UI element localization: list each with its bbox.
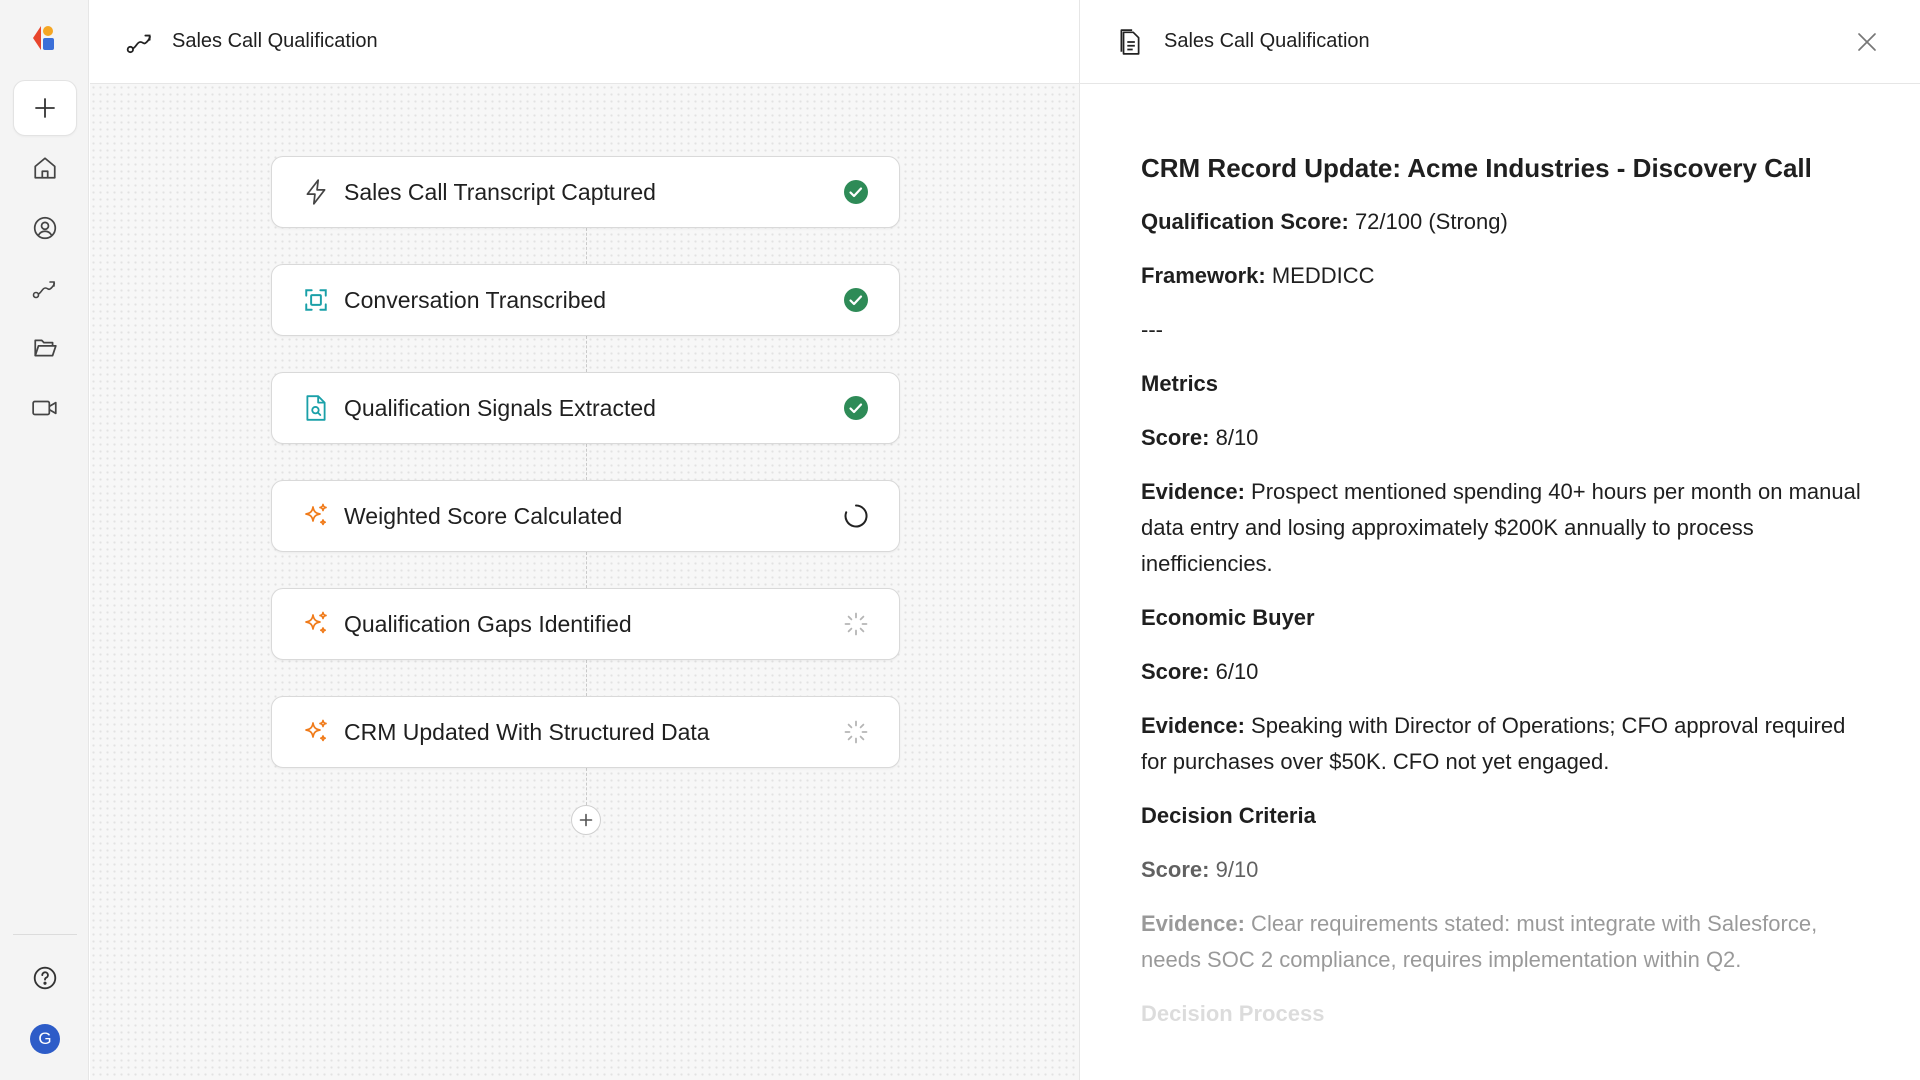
separator: --- [1141,317,1163,342]
sparkle-icon [302,502,330,530]
plus-icon [33,96,57,120]
document-icon [1116,28,1144,56]
step-label: Qualification Gaps Identified [344,610,632,637]
section-title-economic-buyer: Economic Buyer [1141,605,1315,630]
panel-header [1080,0,1920,84]
workflow-title: Sales Call Qualification [172,30,378,52]
workflow-step-3[interactable] [271,372,900,444]
step-connector [586,336,587,372]
home-icon [32,155,58,181]
nav-files[interactable] [13,320,77,376]
crm-record-content [1141,150,1871,1050]
section-title-metrics: Metrics [1141,371,1219,396]
record-heading: CRM Record Update: Acme Industries - Discovery Call [1141,153,1812,183]
section-title-decision-process: Decision Process [1141,1001,1325,1026]
workflow-step-1[interactable] [271,156,900,228]
section-title-decision-criteria: Decision Criteria [1141,803,1316,828]
section-evidence: Evidence: Speaking with Director of Operations; CFO approval required for purchases over $50K. CFO not yet engaged. [1141,713,1846,774]
document-search-icon [302,394,330,422]
nav-workflows[interactable] [13,260,77,316]
step-label: Conversation Transcribed [344,286,607,313]
step-label: Qualification Signals Extracted [344,394,656,421]
user-circle-icon [32,215,58,241]
add-step-button[interactable] [571,805,601,835]
workflow-step-5[interactable] [271,588,900,660]
nav-home[interactable] [13,140,77,196]
step-connector [586,552,587,588]
sparkle-icon [302,718,330,746]
section-score: Score: 8/10 [1141,425,1259,450]
left-sidebar [0,0,89,1080]
workflow-step-2[interactable] [271,264,900,336]
workflow-icon [31,274,59,302]
workflow-step-4[interactable] [271,480,900,552]
pending-spinner-icon [841,717,871,747]
scan-icon [302,286,330,314]
workflow-canvas [90,0,1079,1080]
help-circle-icon [32,965,58,991]
close-button[interactable] [1851,26,1883,58]
step-connector [586,444,587,480]
step-label: Sales Call Transcript Captured [344,178,656,205]
loading-spinner-icon [841,501,871,531]
check-circle-icon [841,285,871,315]
step-label: Weighted Score Calculated [344,502,623,529]
sparkle-icon [302,610,330,638]
help-button[interactable] [13,950,77,1006]
nav-recordings[interactable] [13,380,77,436]
section-evidence: Evidence: Prospect mentioned spending 40+ hours per month on manual data entry and losing approximately $200K annually to process inefficiencies. [1141,479,1861,576]
section-score: Score: 9/10 [1141,857,1259,882]
workflow-header [90,0,1079,84]
check-circle-icon [841,177,871,207]
nav-profile[interactable] [13,200,77,256]
workflow-icon [124,26,156,58]
step-connector [586,660,587,696]
panel-title: Sales Call Qualification [1164,30,1370,52]
section-score: Score: 6/10 [1141,659,1259,684]
output-panel [1079,0,1920,1080]
step-connector [586,768,587,805]
video-camera-icon [31,395,59,421]
framework: Framework: MEDDICC [1141,263,1375,288]
qualification-score: Qualification Score: 72/100 (Strong) [1141,209,1508,234]
folder-open-icon [32,335,58,361]
close-icon [1856,31,1878,53]
section-evidence: Evidence: Clear requirements stated: must integrate with Salesforce, needs SOC 2 compliance, requires implementation within Q2. [1141,911,1818,972]
app-logo-icon[interactable] [31,24,59,52]
pending-spinner-icon [841,609,871,639]
workflow-step-6[interactable] [271,696,900,768]
step-label: CRM Updated With Structured Data [344,718,710,745]
step-connector [586,228,587,264]
check-circle-icon [841,393,871,423]
lightning-icon [302,178,330,206]
new-button[interactable] [13,80,77,136]
sidebar-divider [13,934,77,935]
plus-icon [578,812,594,828]
avatar[interactable]: G [30,1024,60,1054]
